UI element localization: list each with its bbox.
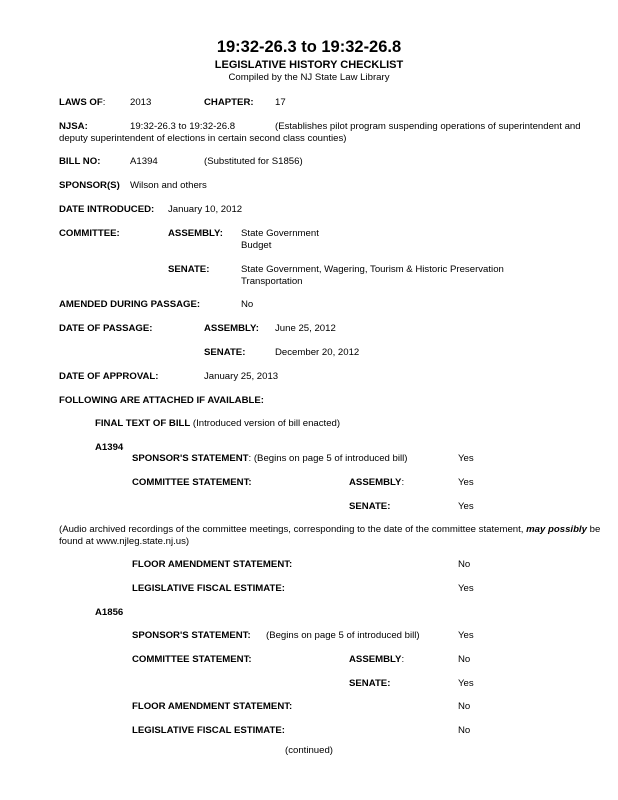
committee-senate-label: SENATE: [168, 264, 210, 275]
audio-archive-note: (Audio archived recordings of the committee meetings, corresponding to the date of the committee statement, may possibly be found at www.njleg.state.nj.us) [59, 524, 601, 547]
a1394-committee-statement-label: COMMITTEE STATEMENT: [132, 477, 252, 488]
chapter-label: CHAPTER: [204, 97, 254, 108]
bill-no-value: A1394 [130, 156, 158, 167]
date-of-passage-label: DATE OF PASSAGE: [59, 323, 153, 334]
a1394-fiscal-estimate-label: LEGISLATIVE FISCAL ESTIMATE: [132, 583, 285, 594]
sponsors-label: SPONSOR(S) [59, 180, 120, 191]
date-of-approval-label: DATE OF APPROVAL: [59, 371, 159, 382]
compiled-by: Compiled by the NJ State Law Library [228, 72, 390, 83]
njsa-value: 19:32-26.3 to 19:32-26.8 [130, 121, 236, 132]
laws-of-label: LAWS OF: [59, 97, 106, 108]
njsa-description-line1: (Establishes pilot program suspending operations of superintendent and [275, 121, 581, 132]
a1394-sponsor-statement: SPONSOR'S STATEMENT: (Begins on page 5 of introduced bill) [132, 453, 408, 464]
a1856-senate-label: SENATE: [349, 678, 391, 689]
committee-assembly-label: ASSEMBLY: [168, 228, 223, 239]
passage-senate-label: SENATE: [204, 347, 246, 358]
passage-assembly-label: ASSEMBLY: [204, 323, 259, 334]
a1856-committee-statement-label: COMMITTEE STATEMENT: [132, 654, 252, 665]
passage-senate-date: December 20, 2012 [275, 347, 360, 358]
a1856-sponsor-statement-note: (Begins on page 5 of introduced bill) [266, 630, 420, 641]
attached-heading: FOLLOWING ARE ATTACHED IF AVAILABLE: [59, 395, 264, 406]
date-of-approval-value: January 25, 2013 [204, 371, 279, 382]
chapter-value: 17 [275, 97, 286, 108]
sponsors-value: Wilson and others [130, 180, 207, 191]
a1394-floor-amendment-value: No [458, 559, 471, 570]
a1394-sponsor-statement-value: Yes [458, 453, 474, 464]
bill-no-note: (Substituted for S1856) [204, 156, 303, 167]
final-text-of-bill: FINAL TEXT OF BILL (Introduced version of bill enacted) [95, 418, 341, 429]
a1856-heading: A1856 [95, 607, 124, 618]
a1394-heading: A1394 [95, 442, 124, 453]
a1394-senate-label: SENATE: [349, 501, 391, 512]
a1394-assembly-label: ASSEMBLY: [349, 477, 405, 488]
passage-assembly-date: June 25, 2012 [275, 323, 336, 334]
page-subtitle: LEGISLATIVE HISTORY CHECKLIST [214, 59, 404, 71]
a1856-assembly-label: ASSEMBLY: [349, 654, 405, 665]
a1856-floor-amendment-label: FLOOR AMENDMENT STATEMENT: [132, 701, 293, 712]
date-introduced-label: DATE INTRODUCED: [59, 204, 155, 215]
amended-label: AMENDED DURING PASSAGE: [59, 299, 201, 310]
a1394-fiscal-estimate-value: Yes [458, 583, 474, 594]
a1856-sponsor-statement-value: Yes [458, 630, 474, 641]
date-introduced-value: January 10, 2012 [168, 204, 243, 215]
njsa-label: NJSA: [59, 121, 88, 132]
a1856-sponsor-statement-label: SPONSOR'S STATEMENT: [132, 630, 251, 641]
laws-of-year: 2013 [130, 97, 152, 108]
a1856-assembly-value: No [458, 654, 471, 665]
a1856-senate-value: Yes [458, 678, 474, 689]
committee-senate-line2: Transportation [241, 276, 303, 287]
page-title: 19:32-26.3 to 19:32-26.8 [216, 38, 402, 56]
a1856-floor-amendment-value: No [458, 701, 471, 712]
committee-assembly-line1: State Government [241, 228, 319, 239]
a1856-fiscal-estimate-label: LEGISLATIVE FISCAL ESTIMATE: [132, 725, 285, 736]
continued-note: (continued) [285, 745, 333, 756]
a1394-floor-amendment-label: FLOOR AMENDMENT STATEMENT: [132, 559, 293, 570]
committee-label: COMMITTEE: [59, 228, 120, 239]
bill-no-label: BILL NO: [59, 156, 101, 167]
a1856-fiscal-estimate-value: No [458, 725, 471, 736]
committee-assembly-line2: Budget [241, 240, 272, 251]
a1394-assembly-value: Yes [458, 477, 474, 488]
committee-senate-line1: State Government, Wagering, Tourism & Historic Preservation [241, 264, 504, 275]
njsa-description-line2: deputy superintendent of elections in certain second class counties) [59, 133, 347, 144]
amended-value: No [241, 299, 254, 310]
a1394-senate-value: Yes [458, 501, 474, 512]
